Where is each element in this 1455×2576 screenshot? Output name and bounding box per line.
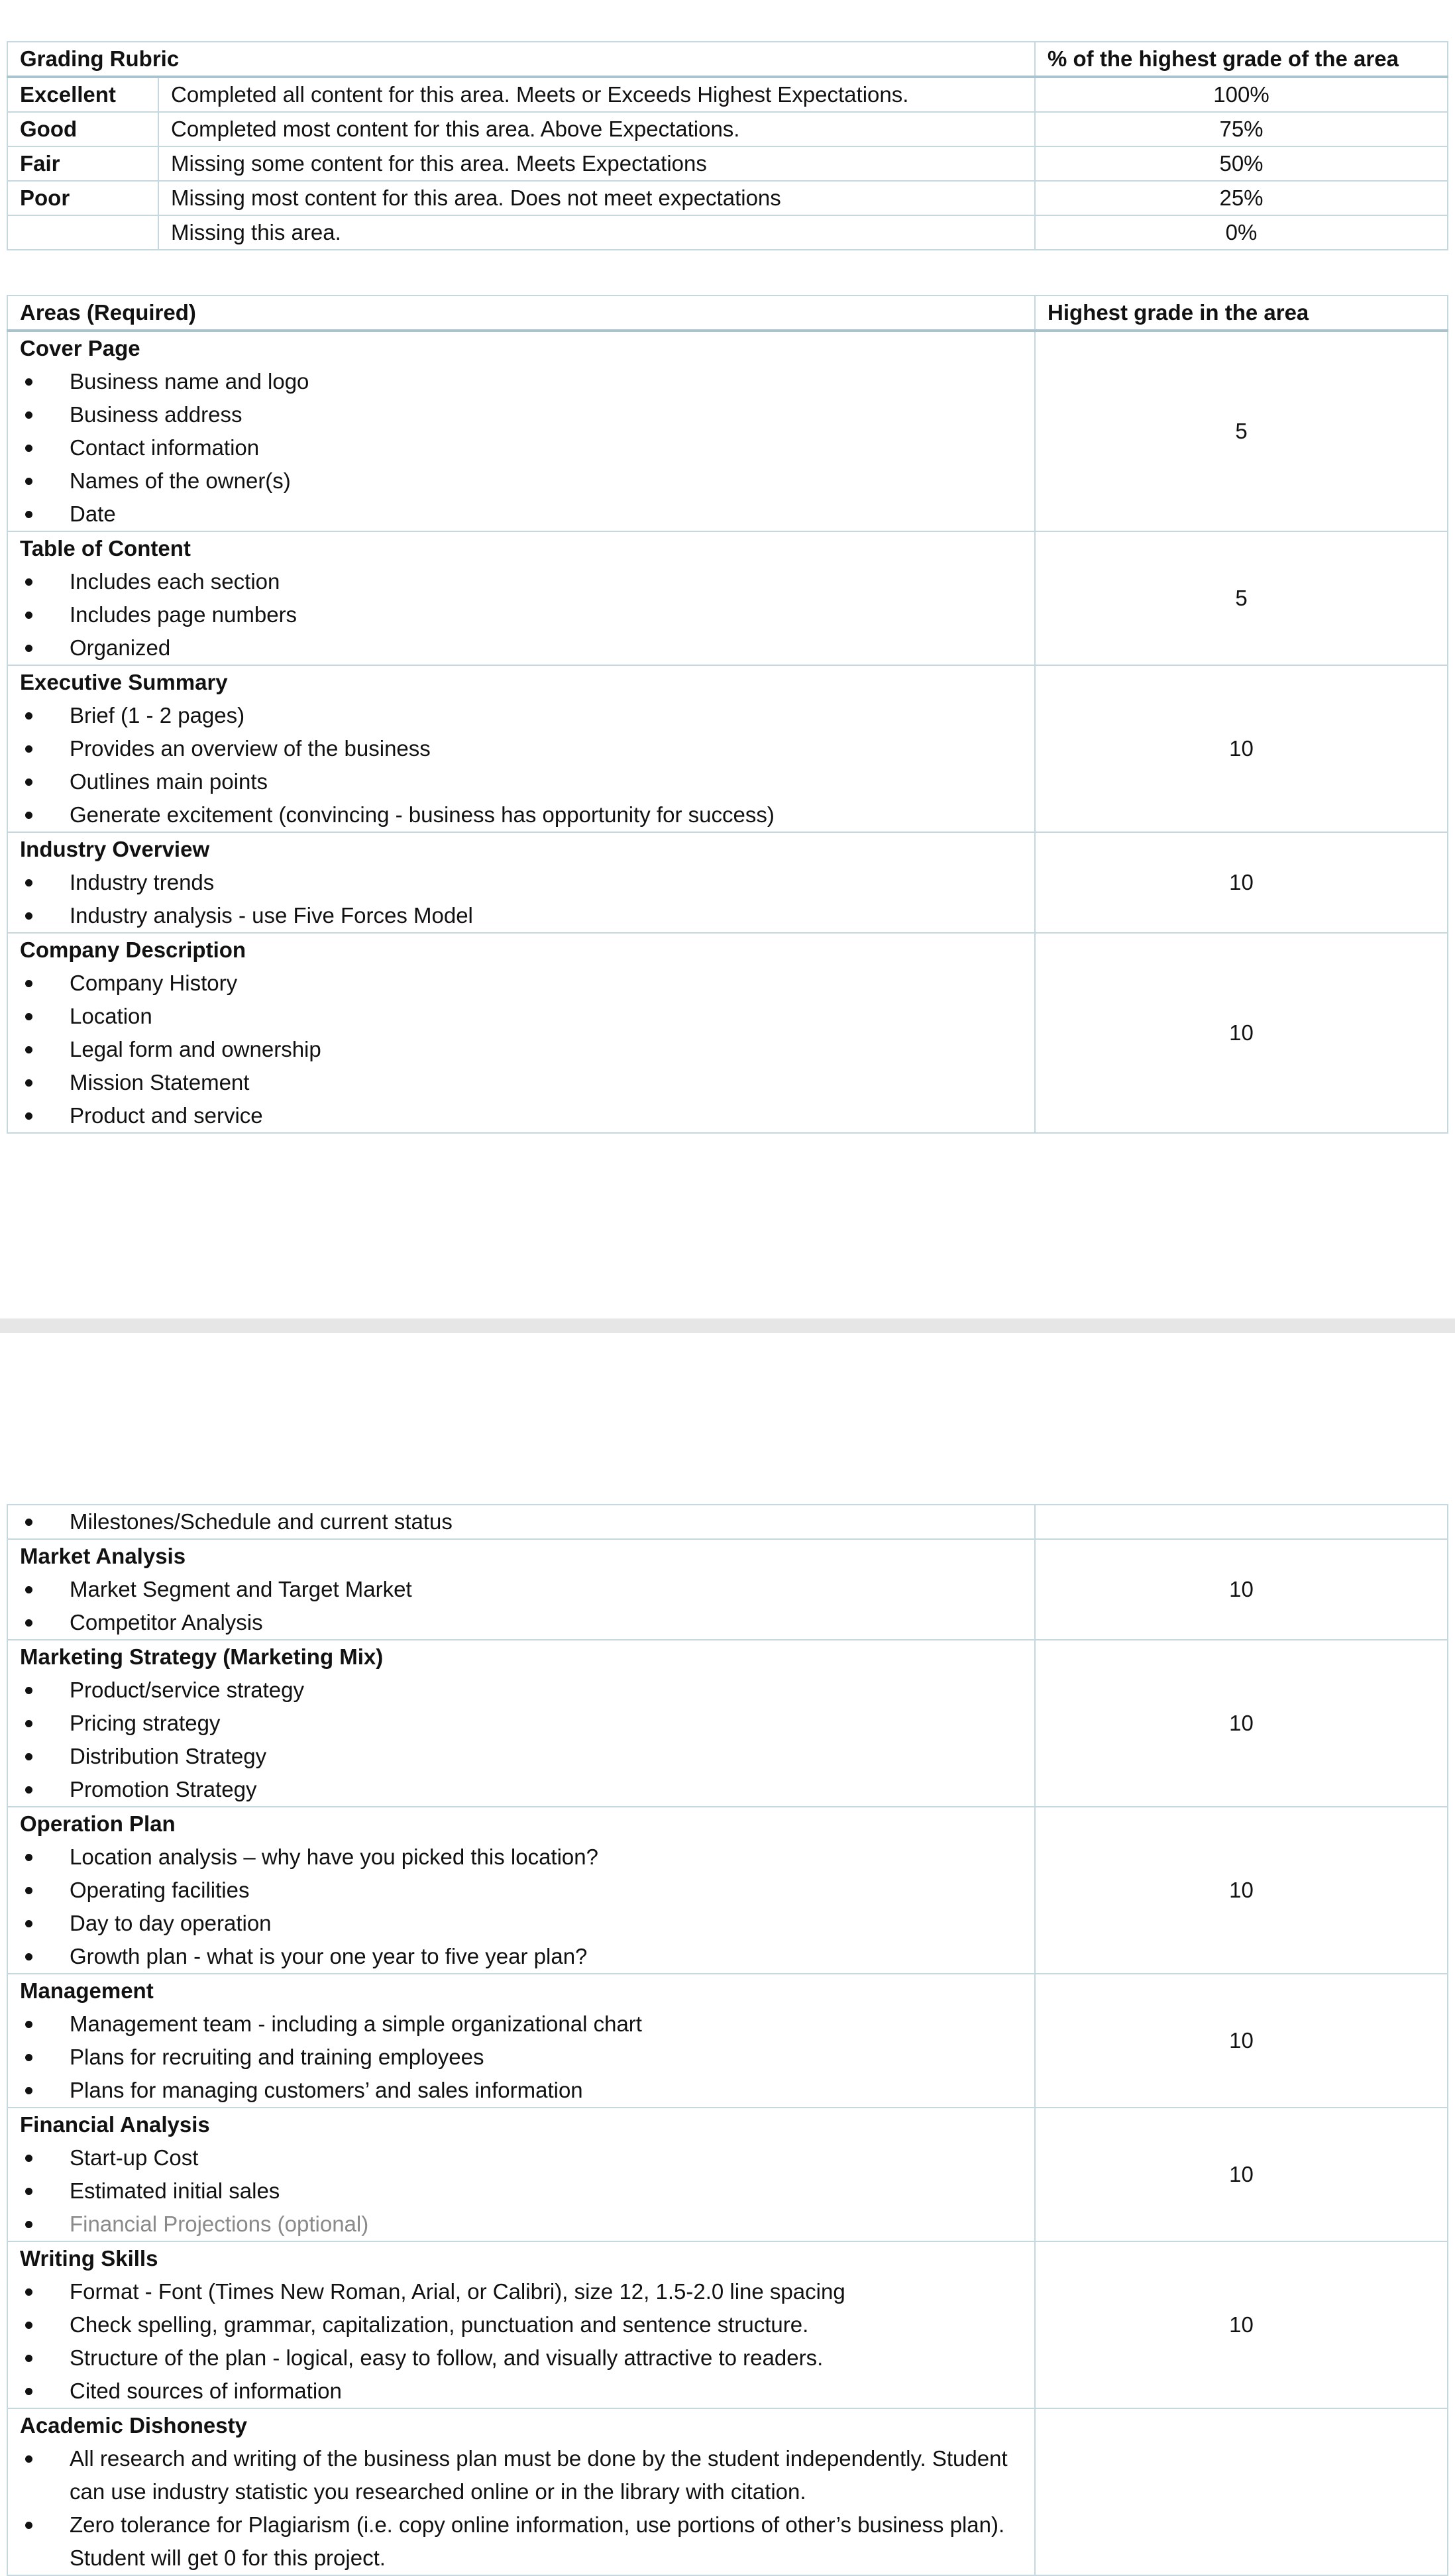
- rubric-row: [7, 112, 1448, 146]
- area-items: [20, 967, 1034, 1132]
- area-items: [20, 2275, 1034, 2408]
- area-items: [20, 1505, 1034, 1538]
- areas-table-page-1: [7, 295, 1448, 1134]
- rubric-description: Missing some content for this area. Meets Expectations: [158, 146, 1035, 181]
- area-item: Contact information: [20, 431, 1034, 464]
- area-title: Table of Content: [20, 536, 191, 561]
- area-cell: [7, 933, 1035, 1133]
- area-grade: [1035, 2408, 1448, 2575]
- area-item: Business name and logo: [20, 365, 1034, 398]
- rubric-percent: 75%: [1035, 112, 1448, 146]
- area-item: Zero tolerance for Plagiarism (i.e. copy online information, use portions of other’s business plan). Student will get 0 for this project.: [20, 2508, 1034, 2575]
- area-row-writing-skills: [7, 2241, 1448, 2408]
- area-item: Business address: [20, 398, 1034, 431]
- area-item: Operating facilities: [20, 1874, 1034, 1907]
- area-grade: 5: [1035, 531, 1448, 665]
- areas-header-row: [7, 295, 1448, 331]
- area-row-executive-summary: [7, 665, 1448, 832]
- rubric-level: Poor: [7, 181, 158, 215]
- area-grade: 10: [1035, 1974, 1448, 2108]
- area-grade: [1035, 1505, 1448, 1539]
- area-items: [20, 2442, 1034, 2575]
- area-item: Industry analysis - use Five Forces Model: [20, 899, 1034, 932]
- area-item: Includes page numbers: [20, 598, 1034, 631]
- rubric-pct-header: % of the highest grade of the area: [1035, 42, 1448, 77]
- area-grade: 10: [1035, 2241, 1448, 2408]
- area-item: Includes each section: [20, 565, 1034, 598]
- area-title: Operation Plan: [20, 1811, 176, 1836]
- area-item: Estimated initial sales: [20, 2174, 1034, 2208]
- areas-table-page-2: [7, 1504, 1448, 2576]
- area-grade: 10: [1035, 2108, 1448, 2241]
- rubric-level: Good: [7, 112, 158, 146]
- area-items: [20, 2141, 1034, 2241]
- rubric-description: Missing most content for this area. Does not meet expectations: [158, 181, 1035, 215]
- rubric-row: [7, 77, 1448, 112]
- area-item: Date: [20, 498, 1034, 531]
- area-row-operation-plan: [7, 1807, 1448, 1974]
- area-item: All research and writing of the business plan must be done by the student independently. Student can use industry statistic you researched online or in the library with citation.: [20, 2442, 1034, 2508]
- area-item: Cited sources of information: [20, 2375, 1034, 2408]
- area-grade: 10: [1035, 1640, 1448, 1807]
- grading-rubric-table: [7, 41, 1448, 250]
- area-grade: 10: [1035, 665, 1448, 832]
- area-item: Milestones/Schedule and current status: [20, 1505, 1034, 1538]
- area-title: Academic Dishonesty: [20, 2413, 247, 2438]
- area-cell: [7, 331, 1035, 531]
- rubric-percent: 0%: [1035, 215, 1448, 250]
- area-title: Marketing Strategy (Marketing Mix): [20, 1644, 384, 1669]
- area-item: Day to day operation: [20, 1907, 1034, 1940]
- area-items: [20, 565, 1034, 665]
- area-item: Company History: [20, 967, 1034, 1000]
- area-item: Distribution Strategy: [20, 1740, 1034, 1773]
- area-row-cover-page: [7, 331, 1448, 531]
- area-title: Industry Overview: [20, 837, 210, 861]
- area-items: [20, 1674, 1034, 1806]
- rubric-row: [7, 215, 1448, 250]
- area-row-table-of-content: [7, 531, 1448, 665]
- area-cell: [7, 2241, 1035, 2408]
- area-item: Check spelling, grammar, capitalization, punctuation and sentence structure.: [20, 2308, 1034, 2341]
- area-item: Industry trends: [20, 866, 1034, 899]
- area-item: Start-up Cost: [20, 2141, 1034, 2174]
- area-item: Product and service: [20, 1099, 1034, 1132]
- area-item: Provides an overview of the business: [20, 732, 1034, 765]
- rubric-level: Fair: [7, 146, 158, 181]
- area-cell: [7, 1974, 1035, 2108]
- area-item: Growth plan - what is your one year to five year plan?: [20, 1940, 1034, 1973]
- area-cell: [7, 2408, 1035, 2575]
- rubric-percent: 25%: [1035, 181, 1448, 215]
- area-item: Structure of the plan - logical, easy to follow, and visually attractive to readers.: [20, 2341, 1034, 2375]
- rubric-row: [7, 181, 1448, 215]
- area-item: Plans for managing customers’ and sales information: [20, 2074, 1034, 2107]
- area-cell: [7, 1539, 1035, 1640]
- page-divider: [0, 1318, 1455, 1333]
- area-item: Location analysis – why have you picked this location?: [20, 1841, 1034, 1874]
- area-item: Format - Font (Times New Roman, Arial, or Calibri), size 12, 1.5-2.0 line spacing: [20, 2275, 1034, 2308]
- area-item: Promotion Strategy: [20, 1773, 1034, 1806]
- area-row-market-analysis: [7, 1539, 1448, 1640]
- area-items: [20, 365, 1034, 531]
- area-cell: [7, 832, 1035, 933]
- rubric-percent: 100%: [1035, 77, 1448, 112]
- area-item: Brief (1 - 2 pages): [20, 699, 1034, 732]
- area-grade: 10: [1035, 1807, 1448, 1974]
- area-item: Financial Projections (optional): [20, 2208, 1034, 2241]
- area-row-management: [7, 1974, 1448, 2108]
- area-item: Mission Statement: [20, 1066, 1034, 1099]
- area-item: Plans for recruiting and training employees: [20, 2041, 1034, 2074]
- area-title: Management: [20, 1978, 154, 2003]
- rubric-level: Excellent: [7, 77, 158, 112]
- area-row-financial-analysis: [7, 2108, 1448, 2241]
- rubric-level: [7, 215, 158, 250]
- area-item: Names of the owner(s): [20, 464, 1034, 498]
- area-row-company-description: [7, 933, 1448, 1133]
- area-items: [20, 1841, 1034, 1973]
- rubric-percent: 50%: [1035, 146, 1448, 181]
- areas-header: Areas (Required): [7, 295, 1035, 331]
- area-grade: 10: [1035, 1539, 1448, 1640]
- area-title: Writing Skills: [20, 2246, 158, 2271]
- area-item: Product/service strategy: [20, 1674, 1034, 1707]
- area-cell: [7, 2108, 1035, 2241]
- area-cell: [7, 531, 1035, 665]
- area-row-academic-dishonesty: [7, 2408, 1448, 2575]
- area-item: Market Segment and Target Market: [20, 1573, 1034, 1606]
- area-cell: [7, 1807, 1035, 1974]
- area-items: [20, 1573, 1034, 1639]
- area-grade: 10: [1035, 832, 1448, 933]
- area-item: Organized: [20, 631, 1034, 665]
- area-grade: 10: [1035, 933, 1448, 1133]
- area-grade: 5: [1035, 331, 1448, 531]
- area-title: Market Analysis: [20, 1544, 186, 1568]
- rubric-description: Completed all content for this area. Meets or Exceeds Highest Expectations.: [158, 77, 1035, 112]
- area-title: Executive Summary: [20, 670, 228, 694]
- area-item: Outlines main points: [20, 765, 1034, 798]
- area-row-marketing-strategy-marketing-mix: [7, 1640, 1448, 1807]
- area-row-continuation: [7, 1505, 1448, 1539]
- area-cell: [7, 1640, 1035, 1807]
- rubric-description: Missing this area.: [158, 215, 1035, 250]
- area-row-industry-overview: [7, 832, 1448, 933]
- area-item: Management team - including a simple organizational chart: [20, 2008, 1034, 2041]
- grade-header: Highest grade in the area: [1035, 295, 1448, 331]
- rubric-row: [7, 146, 1448, 181]
- area-cell: [7, 665, 1035, 832]
- area-item: Pricing strategy: [20, 1707, 1034, 1740]
- area-items: [20, 2008, 1034, 2107]
- area-title: Financial Analysis: [20, 2112, 210, 2137]
- rubric-title: Grading Rubric: [7, 42, 1035, 77]
- area-items: [20, 866, 1034, 932]
- rubric-header-row: [7, 42, 1448, 77]
- area-title: Company Description: [20, 938, 246, 962]
- area-item: Location: [20, 1000, 1034, 1033]
- area-cell: [7, 1505, 1035, 1539]
- area-item: Legal form and ownership: [20, 1033, 1034, 1066]
- rubric-description: Completed most content for this area. Above Expectations.: [158, 112, 1035, 146]
- area-item: Generate excitement (convincing - business has opportunity for success): [20, 798, 1034, 832]
- area-title: Cover Page: [20, 336, 140, 360]
- area-item: Competitor Analysis: [20, 1606, 1034, 1639]
- area-items: [20, 699, 1034, 832]
